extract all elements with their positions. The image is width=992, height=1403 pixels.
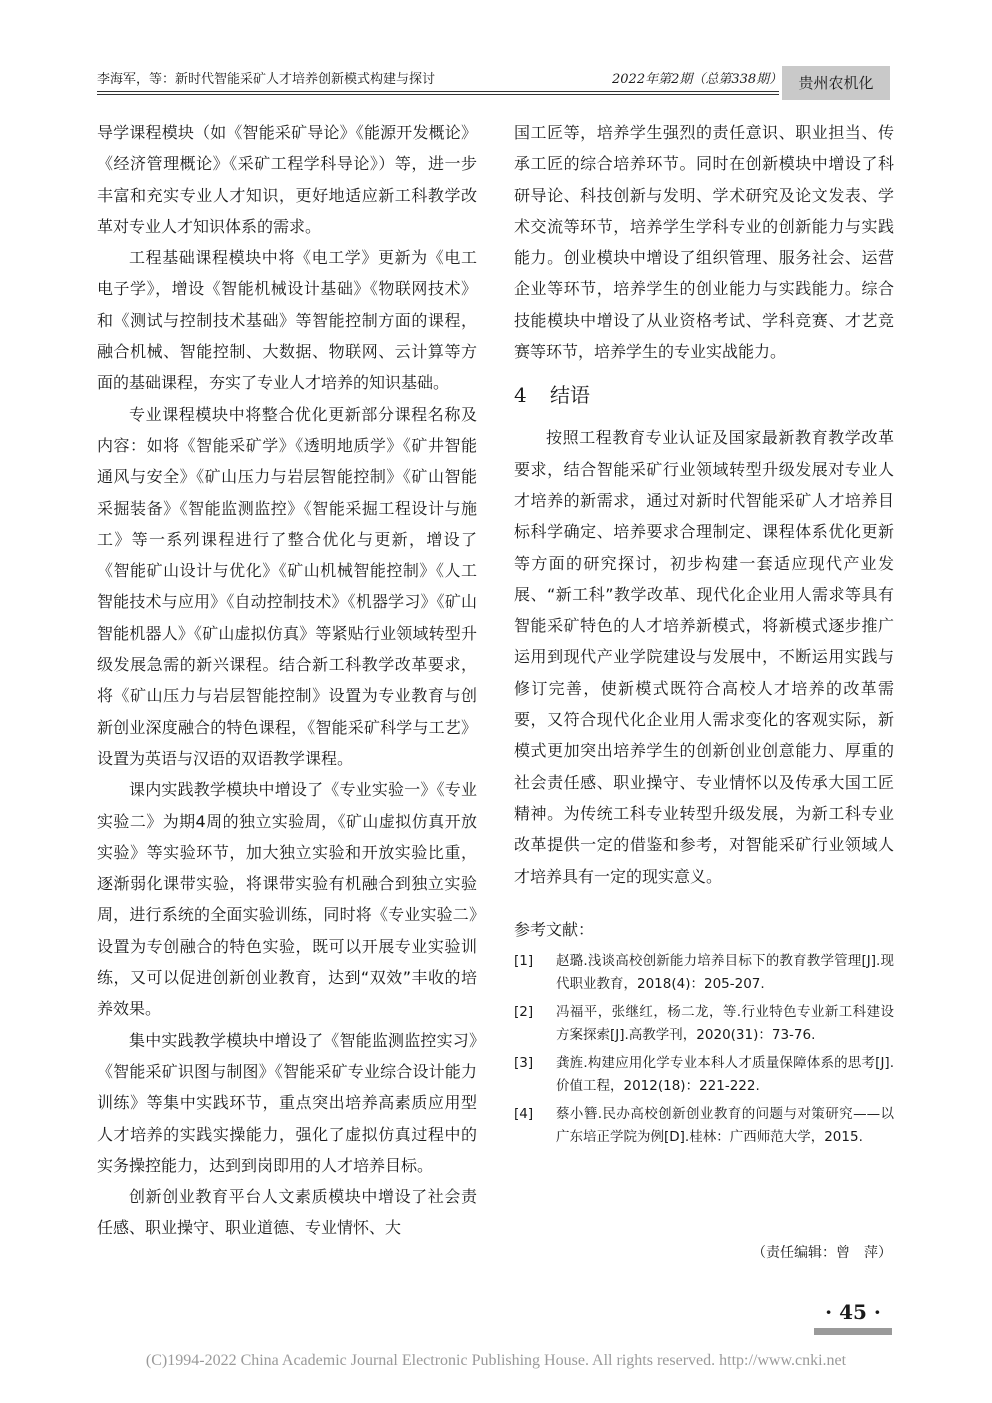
reference-number: [2] <box>514 1003 534 1020</box>
header-rule-second <box>97 94 779 95</box>
reference-number: [3] <box>514 1054 534 1071</box>
paragraph: 专业课程模块中将整合优化更新部分课程名称及内容：如将《智能采矿学》《透明地质学》《矿井智能通风与安全》《矿山压力与岩层智能控制》《矿山智能采掘装备》《智能监测监控》《智能采掘工程设计与施工》等一系列课程进行了整合优化与更新，增设了《智能矿山设计与优化》《矿山机械智能控制》《人工智能技术与应用》《自动控制技术》《机器学习》《矿山智能机器人》《矿山虚拟仿真》等紧贴行业领域转型升级发展急需的新兴课程。结合新工科教学改革要求，将《矿山压力与岩层智能控制》设置为专业教育与创新创业深度融合的特色课程，《智能采矿科学与工艺》设置为英语与汉语的双语教学课程。 <box>97 404 477 768</box>
paragraph: 导学课程模块（如《智能采矿导论》《能源开发概论》《经济管理概论》《采矿工程学科导论》）等，进一步丰富和充实专业人才知识，更好地适应新工科教学改革对专业人才知识体系的需求。 <box>97 123 477 236</box>
paragraph: 集中实践教学模块中增设了《智能监测监控实习》《智能采矿识图与制图》《智能采矿专业综合设计能力训练》等集中实践环节，重点突出培养高素质应用型人才培养的实践实操能力，强化了虚拟仿真过程中的实务操控能力，达到到岗即用的人才培养目标。 <box>97 1030 477 1175</box>
running-title: 李海军，等：新时代智能采矿人才培养创新模式构建与探讨 <box>97 72 436 87</box>
page-number: · 45 · <box>825 1300 881 1324</box>
page-header <box>0 0 992 110</box>
paragraph: 按照工程教育专业认证及国家最新教育教学改革要求，结合智能采矿行业领域转型升级发展对专业人才培养的新需求，通过对新时代智能采矿人才培养目标科学确定、培养要求合理制定、课程体系优化更新等方面的研究探讨，初步构建一套适应现代产业发展、“新工科”教学改革、现代化企业用人需求等具有智能采矿特色的人才培养新模式，将新模式逐步推广运用到现代产业学院建设与发展中，不断运用实践与修订完善，使新模式既符合高校人才培养的改革需要，又符合现代化企业用人需求变化的客观实际，新模式更加突出培养学生的创新创业创意能力、厚重的社会责任感、职业操守、专业情怀以及传承大国工匠精神。为传统工科专业转型升级发展，为新工科专业改革提供一定的借鉴和参考，对智能采矿行业领域人才培养具有一定的现实意义。 <box>514 428 894 886</box>
reference-text: 蔡小簪.民办高校创新创业教育的问题与对策研究——以广东培正学院为例[D].桂林：广西师范大学，2015. <box>556 1105 894 1146</box>
paragraph: 国工匠等，培养学生强烈的责任意识、职业担当、传承工匠的综合培养环节。同时在创新模块中增设了科研导论、科技创新与发明、学术研究及论文发表、学术交流等环节，培养学生学科专业的创新能力与实践能力。创业模块中增设了组织管理、服务社会、运营企业等环节，培养学生的创业能力与实践能力。综合技能模块中增设了从业资格考试、学科竞赛、才艺竞赛等环节，培养学生的专业实战能力。 <box>514 123 894 362</box>
references-heading: 参考文献： <box>514 919 595 939</box>
reference-item <box>514 1001 894 1048</box>
reference-item <box>514 1103 894 1150</box>
page-number-bar <box>814 1328 892 1335</box>
responsible-editor: （责任编辑：曾 萍） <box>752 1245 892 1261</box>
reference-text: 赵璐.浅谈高校创新能力培养目标下的教育教学管理[J].现代职业教育，2018(4)：205-207. <box>556 952 894 993</box>
section-number: 4 <box>514 383 527 408</box>
reference-number: [4] <box>514 1105 534 1122</box>
section-title: 结语 <box>550 383 590 408</box>
reference-text: 冯福平，张继红，杨二龙，等.行业特色专业新工科建设方案探索[J].高教学刊，2020(31)：73-76. <box>556 1003 894 1044</box>
paragraph: 工程基础课程模块中将《电工学》更新为《电工电子学》，增设《智能机械设计基础》《物联网技术》和《测试与控制技术基础》等智能控制方面的课程，融合机械、智能控制、大数据、物联网、云计算等方面的基础课程，夯实了专业人才培养的知识基础。 <box>97 248 477 393</box>
header-rule <box>97 91 779 92</box>
left-column <box>97 117 477 1244</box>
paragraph: 课内实践教学模块中增设了《专业实验一》《专业实验二》为期4周的独立实验周，《矿山虚拟仿真开放实验》等实验环节，加大独立实验和开放实验比重，逐渐弱化课带实验，将课带实验有机融合到独立实验周，进行系统的全面实验训练，同时将《专业实验二》设置为专创融合的特色实验，既可以开展专业实验训练，又可以促进创新创业教育，达到“双效”丰收的培养效果。 <box>97 780 477 1019</box>
right-column <box>514 117 894 1154</box>
copyright-notice: (C)1994-2022 China Academic Journal Electronic Publishing House. All rights reserved. http://www.cnki.net <box>145 1352 847 1369</box>
reference-number: [1] <box>514 952 534 969</box>
reference-item <box>514 950 894 997</box>
section-heading <box>514 380 894 410</box>
reference-text: 龚旌.构建应用化学专业本科人才质量保障体系的思考[J].价值工程，2012(18)：221-222. <box>556 1054 894 1095</box>
journal-name: 贵州农机化 <box>782 66 890 100</box>
reference-item <box>514 1052 894 1099</box>
issue-info: 2022年第2期（总第338期） <box>612 72 783 87</box>
paragraph: 创新创业教育平台人文素质模块中增设了社会责任感、职业操守、职业道德、专业情怀、大 <box>97 1187 477 1238</box>
